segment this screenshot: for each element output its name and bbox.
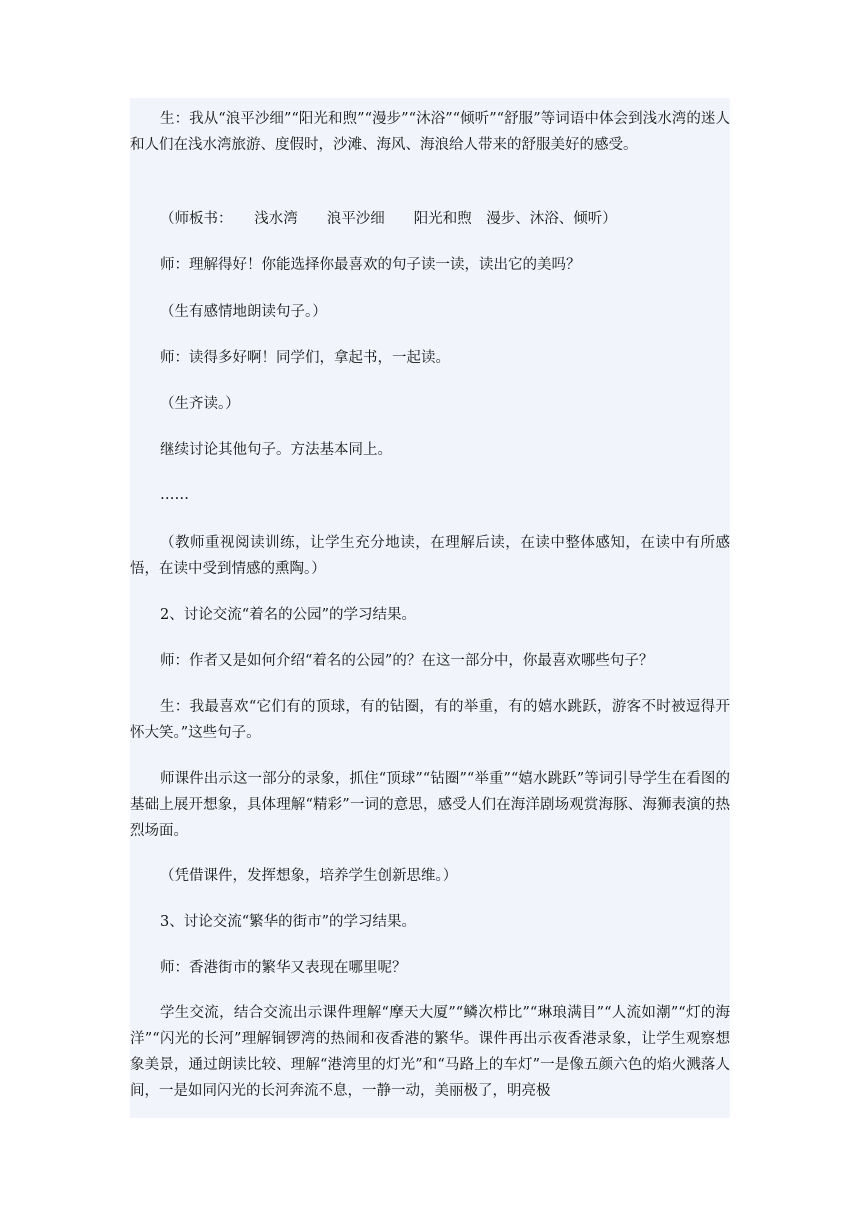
paragraph-teacher-prompt-1: 师：理解得好！你能选择你最喜欢的句子读一读，读出它的美吗？ <box>160 257 581 273</box>
paragraph-section-2-heading: 2、讨论交流“着名的公园”的学习结果。 <box>160 607 417 623</box>
paragraph-blackboard-note: （师板书： 浅水湾 浪平沙细 阳光和煦 漫步、沐浴、倾听） <box>160 211 617 227</box>
paragraph-student-answer-1: 生：我从“浪平沙细”“阳光和煦”“漫步”“沐浴”“倾听”“舒服”等词语中体会到浅水湾的迷人和人们在浅水湾旅游、度假时，沙滩、海风、海浪给人带来的舒服美好的感受。 <box>130 111 730 153</box>
paragraph-teaching-note-1: （教师重视阅读训练，让学生充分地读，在理解后读，在读中整体感知，在读中有所感悟，在读中受到情感的熏陶。） <box>130 535 730 577</box>
paragraph-student-exchange: 学生交流，结合交流出示课件理解“摩天大厦”“鳞次栉比”“琳琅满目”“人流如潮”“灯的海洋”“闪光的长河”理解铜锣湾的热闹和夜香港的繁华。课件再出示夜香港录象，让学生观察想象美景，通过朗读比较、理解“港湾里的灯光”和“马路上的车灯”一是像五颜六色的焰火溅落人间，一是如同闪光的长河奔流不息，一静一动，美丽极了，明亮极 <box>130 1005 730 1099</box>
paragraph-stage-note-2: （生齐读。） <box>160 396 240 412</box>
paragraph-ellipsis: …… <box>160 487 189 503</box>
paragraph-teacher-question-3: 师：香港街市的繁华又表现在哪里呢？ <box>160 960 407 976</box>
paragraph-stage-note-1: （生有感情地朗读句子。） <box>160 304 327 320</box>
paragraph-teacher-question-2: 师：作者又是如何介绍“着名的公园”的？在这一部分中，你最喜欢哪些句子？ <box>160 653 654 669</box>
paragraph-student-answer-2: 生：我最喜欢“它们有的顶球，有的钻圈，有的举重，有的嬉水跳跃，游客不时被逗得开怀大笑。”这些句子。 <box>130 699 730 741</box>
paragraph-continue-discussion: 继续讨论其他句子。方法基本同上。 <box>160 442 392 458</box>
paragraph-teacher-courseware-1: 师课件出示这一部分的录象，抓住“顶球”“钻圈”“举重”“嬉水跳跃”等词引导学生在看图的基础上展开想象，具体理解“精彩”一词的意思，感受人们在海洋剧场观赏海豚、海狮表演的热烈场面。 <box>130 771 730 839</box>
paragraph-teaching-note-2: （凭借课件，发挥想象，培养学生创新思维。） <box>160 868 458 884</box>
paragraph-teacher-praise: 师：读得多好啊！同学们，拿起书，一起读。 <box>160 350 450 366</box>
paragraph-section-3-heading: 3、讨论交流“繁华的街市”的学习结果。 <box>160 914 417 930</box>
